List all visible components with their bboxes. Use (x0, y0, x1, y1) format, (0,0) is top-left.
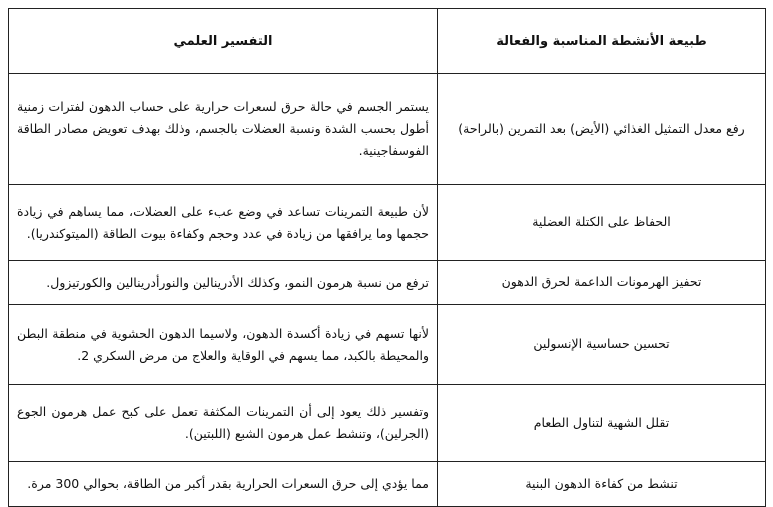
explanation-cell: لأن طبيعة التمرينات تساعد في وضع عبء على العضلات، مما يساهم في زيادة حجمها وما يرافقها من زيادة في عدد وحجم وكفاءة بيوت الطاقة (الميتوكندريا). (9, 185, 438, 261)
explanation-cell: ترفع من نسبة هرمون النمو، وكذلك الأدرينالين والنورأدرينالين والكورتيزول. (9, 261, 438, 305)
explanation-cell: يستمر الجسم في حالة حرق لسعرات حرارية على حساب الدهون لفترات زمنية أطول بحسب الشدة ونسبة العضلات بالجسم، وذلك بهدف تعويض مصادر الطاقة الفوسفاجينية. (9, 74, 438, 185)
activity-cell: الحفاظ على الكتلة العضلية (438, 185, 766, 261)
table-row (9, 462, 766, 507)
table-row (9, 385, 766, 462)
activities-table (8, 8, 766, 507)
activity-cell: تحفيز الهرمونات الداعمة لحرق الدهون (438, 261, 766, 305)
explanation-cell: مما يؤدي إلى حرق السعرات الحرارية بقدر أكبر من الطاقة، بحوالي 300 مرة. (9, 462, 438, 507)
explanation-cell: وتفسير ذلك يعود إلى أن التمرينات المكثفة تعمل على كبح عمل هرمون الجوع (الجرلين)، وتنشط عمل هرمون الشبع (اللبتين). (9, 385, 438, 462)
activity-cell: تحسين حساسية الإنسولين (438, 305, 766, 385)
activity-cell: رفع معدل التمثيل الغذائي (الأيض) بعد التمرين (بالراحة) (438, 74, 766, 185)
header-explanation: التفسير العلمي (9, 9, 438, 74)
table-row (9, 261, 766, 305)
explanation-cell: لأنها تسهم في زيادة أكسدة الدهون، ولاسيما الدهون الحشوية في منطقة البطن والمحيطة بالكبد، مما يسهم في الوقاية والعلاج من مرض السكري 2. (9, 305, 438, 385)
table-row (9, 74, 766, 185)
table-header-row (9, 9, 766, 74)
activity-cell: تقلل الشهية لتناول الطعام (438, 385, 766, 462)
activity-cell: تنشط من كفاءة الدهون البنية (438, 462, 766, 507)
header-activity: طبيعة الأنشطة المناسبة والفعالة (438, 9, 766, 74)
table-row (9, 185, 766, 261)
table-row (9, 305, 766, 385)
